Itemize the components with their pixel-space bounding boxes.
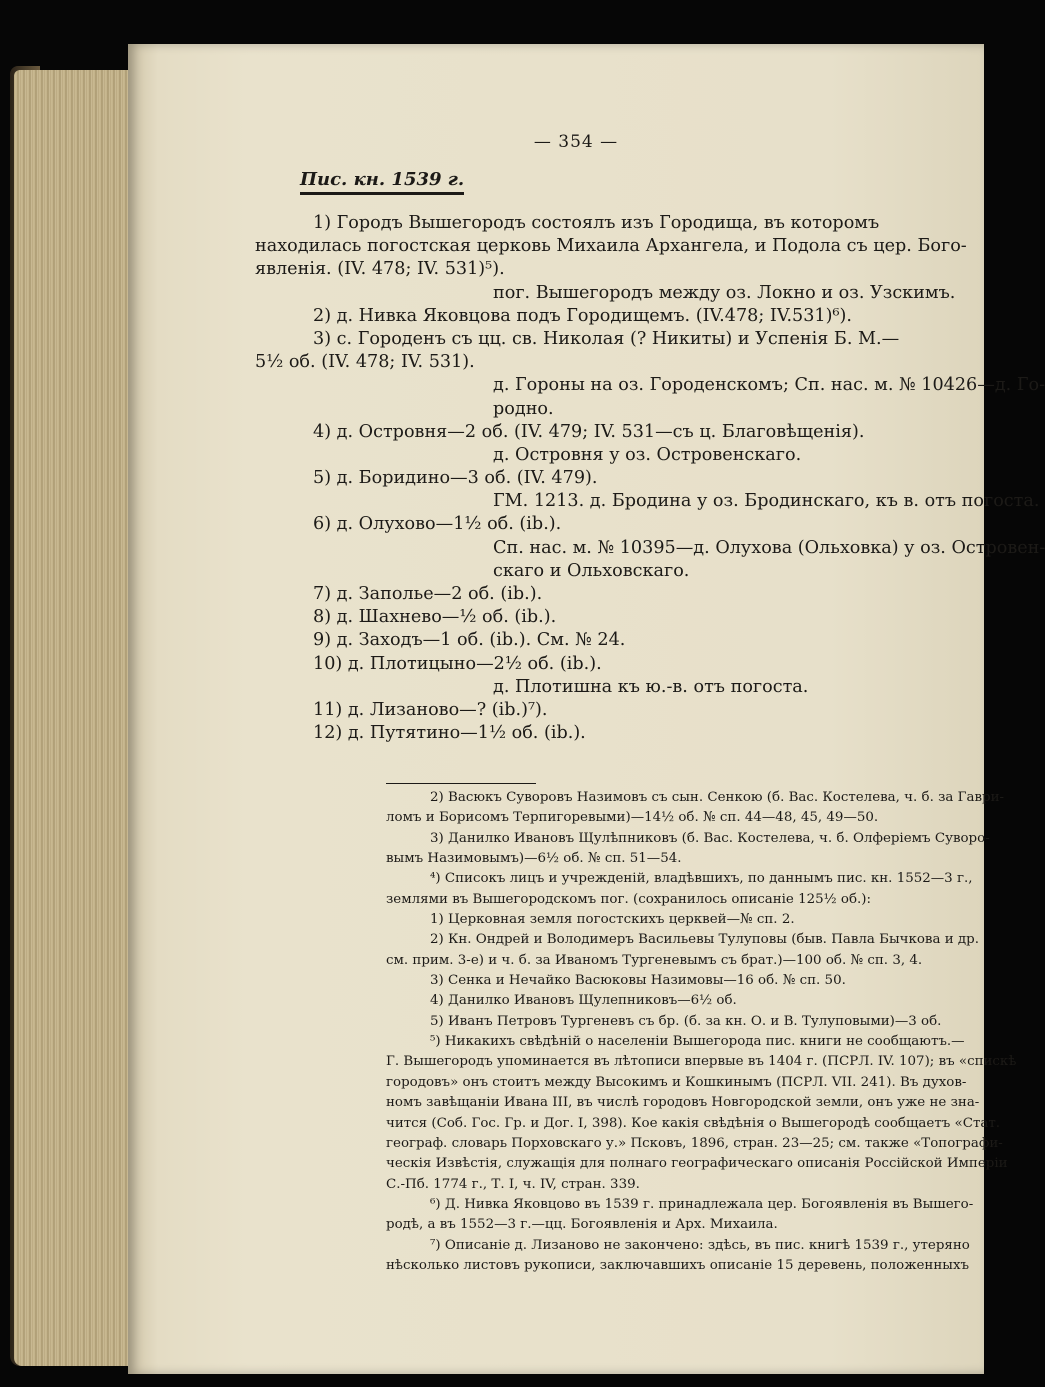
text-line: родно. [493, 398, 554, 419]
text-line: пог. Вышегородъ между оз. Локно и оз. Узскимъ. [493, 282, 956, 303]
footnote-line: географ. словарь Порховскаго у.» Псковъ, 1896, стран. 23—25; см. также «Топографи- [386, 1135, 1003, 1151]
footnote-line: 4) Данилко Ивановъ Щулепниковъ—6½ об. [430, 993, 737, 1009]
footnote-line: Г. Вышегородъ упоминается въ лѣтописи впервые въ 1404 г. (ПСРЛ. IV. 107); въ «спискѣ [386, 1054, 1017, 1070]
text-line: д. Гороны на оз. Городенскомъ; Сп. нас. м. № 10426—д. Го- [493, 375, 1045, 396]
text-line: 3) с. Городенъ съ цц. св. Николая (? Никиты) и Успенія Б. М.— [313, 328, 900, 349]
footnote-line: ⁵) Никакихъ свѣдѣній о населеніи Вышегорода пис. книги не сообщаютъ.— [430, 1034, 965, 1050]
text-line: 1) Городъ Вышегородъ состоялъ изъ Городища, въ которомъ [313, 213, 880, 233]
footnote-line: ломъ и Борисомъ Терпигоревыми)—14½ об. № сп. 44—48, 45, 49—50. [386, 810, 879, 826]
footnote-line: номъ завѣщаніи Ивана III, въ числѣ городовъ Новгородской земли, онъ уже не зна- [386, 1095, 980, 1111]
text-line: д. Плотишна къ ю.-в. отъ погоста. [493, 676, 809, 697]
footnote-line: землями въ Вышегородскомъ пог. (сохранилось описаніе 125½ об.): [386, 891, 872, 907]
footnote-line: ⁶) Д. Нивка Яковцово въ 1539 г. принадлежала цер. Богоявленія въ Вышего- [430, 1196, 974, 1212]
footnote-line: 2) Кн. Ондрей и Володимеръ Васильевы Тулуповы (быв. Павла Бычкова и др. [430, 932, 979, 948]
text-line: 12) д. Путятино—1½ об. (ib.). [313, 723, 586, 744]
footnote-line: 3) Данилко Ивановъ Щулѣпниковъ (б. Вас. Костелева, ч. б. Олферіемъ Суворо- [430, 830, 990, 846]
footnote-line: 5) Иванъ Петровъ Тургеневъ съ бр. (б. за кн. О. и В. Тулуповыми)—3 об. [430, 1013, 942, 1029]
text-line: явленія. (IV. 478; IV. 531)⁵). [255, 259, 505, 280]
text-line: 9) д. Заходъ—1 об. (ib.). См. № 24. [313, 630, 626, 651]
text-line: скаго и Ольховскаго. [493, 560, 690, 581]
main-text [255, 212, 1045, 745]
text-line: д. Островня у оз. Островенскаго. [493, 444, 802, 465]
footnote-rule [386, 783, 536, 784]
footnote-line: 1) Церковная земля погостскихъ церквей—№ сп. 2. [430, 912, 795, 928]
footnote-line: С.-Пб. 1774 г., Т. I, ч. IV, стран. 339. [386, 1176, 640, 1192]
text-line: 11) д. Лизаново—? (ib.)⁷). [313, 699, 548, 720]
book-page-edges [14, 70, 136, 1366]
text-line: 7) д. Заполье—2 об. (ib.). [313, 584, 543, 604]
footnote-line: 2) Васюкъ Суворовъ Назимовъ съ сын. Сенкою (б. Вас. Костелева, ч. б. за Гаври- [430, 790, 1005, 805]
footnote-line: нѣсколько листовъ рукописи, заключавшихъ описаніе 15 деревень, положенныхъ [386, 1257, 970, 1273]
footnote-line: родѣ, а въ 1552—3 г.—цц. Богоявленія и Арх. Михаила. [386, 1217, 778, 1233]
text-line: 6) д. Олухово—1½ об. (ib.). [313, 514, 562, 535]
footnote-line: городовъ» онъ стоитъ между Высокимъ и Кошкинымъ (ПСРЛ. VII. 241). Въ духов- [386, 1074, 967, 1090]
footnote-line: ⁷) Описаніе д. Лизаново не закончено: здѣсь, въ пис. книгѣ 1539 г., утеряно [430, 1237, 970, 1253]
footnote-line: ⁴) Списокъ лицъ и учрежденій, владѣвшихъ, по даннымъ пис. кн. 1552—3 г., [430, 871, 973, 887]
text-line: 5) д. Боридино—3 об. (IV. 479). [313, 468, 598, 489]
footnote-line: чится (Соб. Гос. Гр. и Дог. I, 398). Кое какія свѣдѣнія о Вышегородѣ сообщаетъ «Стат. [386, 1115, 1001, 1131]
footnote-line: вымъ Назимовымъ)—6½ об. № сп. 51—54. [386, 851, 682, 867]
footnote-line: ческія Извѣстія, служащія для полнаго географическаго описанія Россійской Имперіи [386, 1156, 1008, 1172]
book-page [128, 44, 1045, 1374]
text-line: 8) д. Шахнево—½ об. (ib.). [313, 607, 557, 628]
text-line: 5½ об. (IV. 478; IV. 531). [255, 352, 475, 373]
footnotes [386, 788, 1034, 1276]
text-line: находилась погостская церковь Михаила Архангела, и Подола съ цер. Бого- [255, 236, 967, 257]
text-line: 2) д. Нивка Яковцова подъ Городищемъ. (IV.478; IV.531)⁶). [313, 305, 853, 326]
text-line: Сп. нас. м. № 10395—д. Олухова (Ольховка) у оз. Островен- [493, 537, 1045, 558]
text-line: ГМ. 1213. д. Бродина у оз. Бродинскаго, къ в. отъ погоста. [493, 491, 1040, 512]
page-number: — 354 — [533, 132, 619, 152]
text-line: 10) д. Плотицыно—2½ об. (ib.). [313, 653, 602, 674]
text-line: 4) д. Островня—2 об. (IV. 479; IV. 531—съ ц. Благовѣщенія). [313, 421, 865, 442]
footnote-line: 3) Сенка и Нечайко Васюковы Назимовы—16 об. № сп. 50. [430, 973, 846, 989]
section-heading: Пис. кн. 1539 г. [300, 169, 464, 195]
footnote-line: см. прим. 3-е) и ч. б. за Иваномъ Тургеневымъ съ брат.)—100 об. № сп. 3, 4. [386, 952, 923, 968]
